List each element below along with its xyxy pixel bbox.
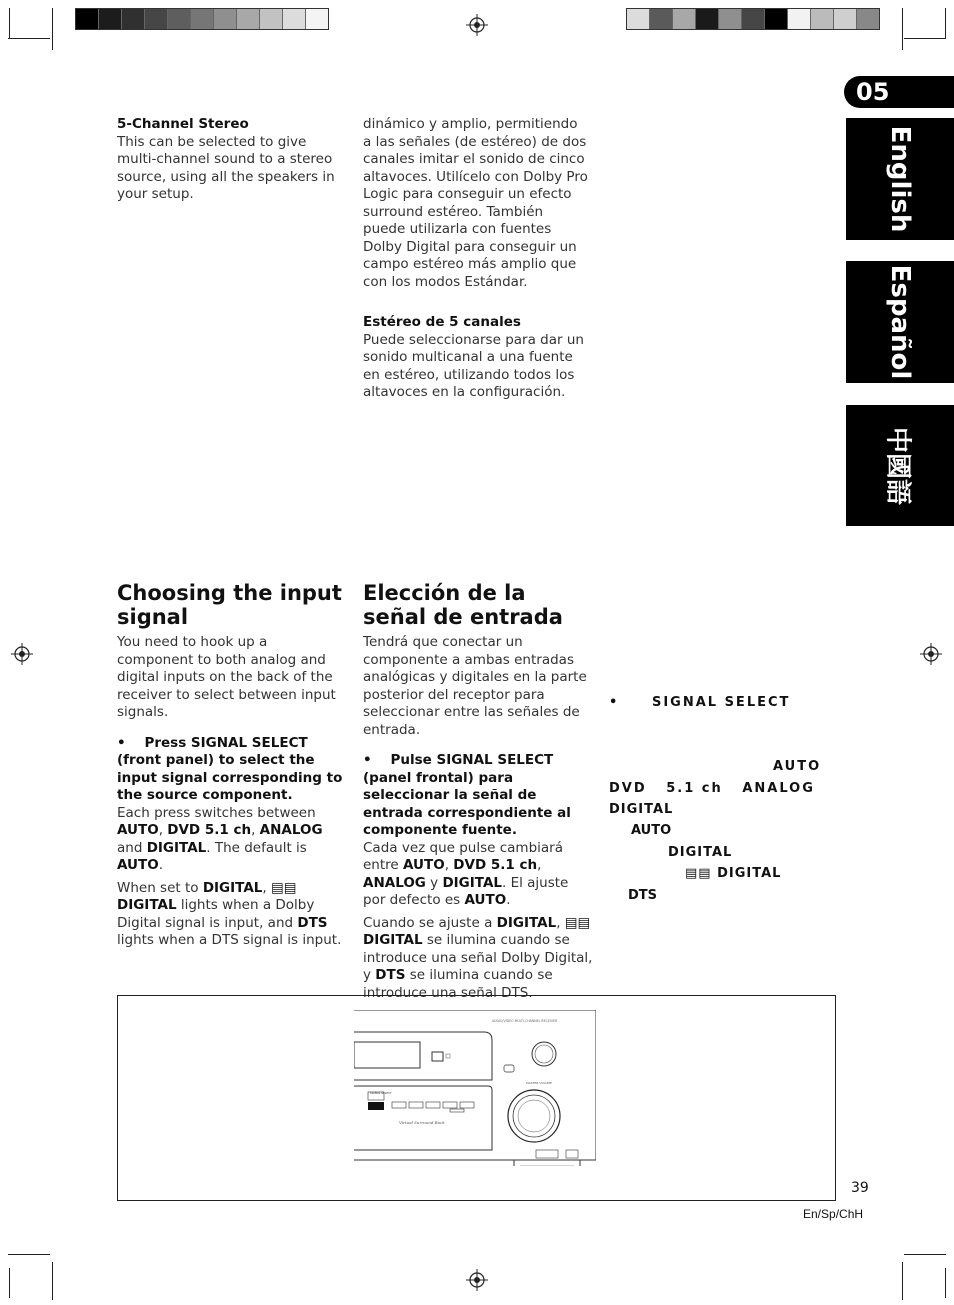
dolby-digital-icon: ▤▤: [685, 866, 712, 881]
es-column: [363, 581, 593, 1002]
color-swatch: [788, 9, 811, 29]
color-swatch: [742, 9, 765, 29]
color-swatch: [237, 9, 260, 29]
section-subheading: Estéreo de 5 canales: [363, 314, 521, 330]
crop-mark: [9, 1268, 10, 1298]
crop-mark: [945, 1268, 946, 1298]
color-bar-right: [626, 8, 880, 30]
chapter-number: 05: [844, 76, 954, 108]
color-swatch: [696, 9, 719, 29]
color-swatch: [168, 9, 191, 29]
tab-spanish-label: Español: [885, 264, 915, 380]
crop-mark: [8, 1254, 50, 1255]
chinese-dts: DTS: [628, 888, 658, 903]
crop-mark: [52, 1262, 53, 1300]
section-subheading: 5-Channel Stereo: [117, 116, 249, 132]
chinese-digital: DIGITAL: [609, 802, 674, 817]
crop-mark: [9, 8, 10, 38]
color-swatch: [306, 9, 328, 29]
color-swatch: [99, 9, 122, 29]
receiver-caption: Virtual Surround Back: [399, 1120, 445, 1125]
paragraph: This can be selected to give multi-channel sound to a stereo source, using all the speakers in your setup.: [117, 133, 335, 202]
chinese-auto-2: AUTO: [631, 823, 672, 838]
registration-mark-icon: [466, 14, 488, 36]
figure-box: [117, 995, 836, 1201]
color-bar-left: [75, 8, 329, 30]
instruction: [117, 735, 343, 805]
crop-mark: [945, 8, 946, 38]
crop-mark: [904, 1254, 946, 1255]
crop-mark: [52, 8, 53, 50]
language-code: En/Sp/ChH: [803, 1207, 864, 1221]
chinese-auto: AUTO: [773, 759, 822, 774]
paragraph: Tendrá que conectar un componente a ambas entradas analógicas y digitales en la parte posterior del receptor para seleccionar entre las señales de entrada.: [363, 634, 587, 738]
color-swatch: [857, 9, 879, 29]
color-swatch: [719, 9, 742, 29]
chinese-bullet-line: • SIGNAL SELECT: [609, 695, 791, 710]
color-swatch: [145, 9, 168, 29]
volume-label: MASTER VOLUME: [526, 1081, 552, 1085]
registration-mark-icon: [11, 643, 33, 665]
color-swatch: [76, 9, 99, 29]
color-swatch: [214, 9, 237, 29]
bullet: •: [363, 752, 372, 768]
signal-select-label: SIGNAL SELECT: [370, 1091, 392, 1095]
registration-mark-icon: [920, 643, 942, 665]
paragraph: Puede seleccionarse para dar un sonido multicanal a una fuente en estéreo, utilizando todos los altavoces en la configuración.: [363, 331, 584, 400]
tab-english-label: English: [885, 125, 915, 233]
color-swatch: [122, 9, 145, 29]
tab-spanish: [846, 261, 954, 383]
color-swatch: [834, 9, 857, 29]
bullet: •: [117, 734, 126, 751]
receiver-model-label: AUDIO/VIDEO MULTI-CHANNEL RECEIVER: [492, 1019, 558, 1023]
dolby-digital-icon: ▤▤: [564, 914, 591, 931]
color-swatch: [191, 9, 214, 29]
instruction: [363, 752, 593, 840]
crop-mark: [902, 1262, 903, 1300]
paragraph: dinámico y amplio, permitiendo a las señales (de estéreo) de dos canales imitar el sonido de cinco altavoces. Utilícelo con Dolby Pro Logic para conseguir un efecto surround estéreo. También puede utilizarla con fuentes Dolby Digital para conseguir un campo estéreo más amplio que con los modos Estándar.: [363, 116, 588, 290]
chinese-digital-2: DIGITAL: [668, 845, 733, 860]
page-title: Elección de la señal de entrada: [363, 581, 563, 629]
paragraph: Cuando se ajuste a DIGITAL, ▤▤ DIGITAL se ilumina cuando se introduce una señal Dolby Digital, y DTS se ilumina cuando se introduce una señal DTS.: [363, 914, 593, 1001]
en-column: [117, 581, 343, 950]
instruction-text: Press SIGNAL SELECT (front panel) to select the input signal corresponding to the source component.: [117, 734, 343, 803]
color-swatch: [627, 9, 650, 29]
dolby-digital-icon: ▤▤: [270, 879, 297, 896]
paragraph: Cada vez que pulse cambiará entre AUTO, DVD 5.1 ch, ANALOG y DIGITAL. El ajuste por defecto es AUTO.: [363, 839, 569, 908]
chinese-dd-digital: ▤▤ DIGITAL: [685, 866, 782, 881]
page-title: Choosing the input signal: [117, 581, 342, 629]
crop-mark: [8, 38, 50, 39]
instruction-text: Pulse SIGNAL SELECT (panel frontal) para seleccionar la señal de entrada correspondiente al componente fuente.: [363, 752, 571, 838]
crop-mark: [904, 38, 946, 39]
page-number: 39: [851, 1180, 869, 1196]
tab-chinese: [846, 405, 954, 526]
paragraph: Each press switches between AUTO, DVD 5.1 ch, ANALOG and DIGITAL. The default is AUTO.: [117, 804, 323, 873]
tab-chinese-label: 中國語: [882, 426, 913, 505]
paragraph: You need to hook up a component to both analog and digital inputs on the back of the receiver to select between input signals.: [117, 634, 336, 720]
registration-mark-icon: [466, 1269, 488, 1291]
color-swatch: [765, 9, 788, 29]
receiver-illustration: [354, 1010, 596, 1166]
color-swatch: [650, 9, 673, 29]
crop-mark: [902, 8, 903, 50]
top-en-block: [117, 116, 341, 204]
chinese-dvd-line: DVD 5.1 ch ANALOG: [609, 781, 815, 796]
paragraph: When set to DIGITAL, ▤▤ DIGITAL lights when a Dolby Digital signal is input, and DTS lights when a DTS signal is input.: [117, 879, 342, 948]
tab-english: [846, 118, 954, 240]
color-swatch: [811, 9, 834, 29]
top-es-block: [363, 116, 589, 402]
color-swatch: [673, 9, 696, 29]
color-swatch: [260, 9, 283, 29]
color-swatch: [283, 9, 306, 29]
